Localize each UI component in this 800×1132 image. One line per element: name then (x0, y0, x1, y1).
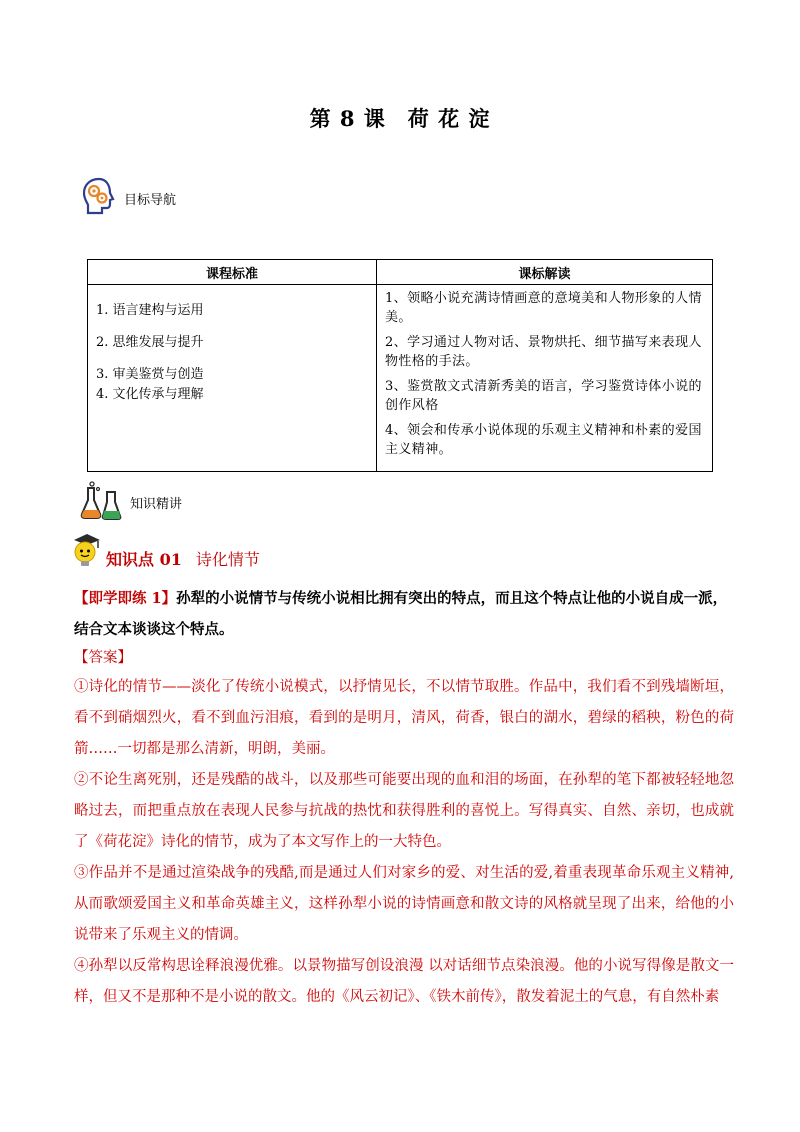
knowledge-point-header (70, 532, 260, 572)
lightbulb-scholar-icon (70, 532, 104, 572)
knowledge-section-label: 知识精讲 (130, 496, 183, 512)
target-navigation-header (80, 176, 176, 220)
knowledge-point-name: 诗化情节 (195, 550, 260, 569)
interpretation-item: 3、鉴赏散文式清新秀美的语言，学习鉴赏诗体小说的创作风格 (385, 379, 702, 413)
curriculum-standards-table (87, 259, 713, 472)
knowledge-point-title (106, 547, 260, 572)
answer-paragraph: ③作品并不是通过渲染战争的残酷,而是通过人们对家乡的爱、对生活的爱,着重表现革命乐观主义精神,从而歌颂爱国主义和革命英雄主义，这样孙犁小说的诗情画意和散文诗的风格就呈现了出来，给他的小说带来了乐观主义的情调。 (74, 865, 734, 943)
question-text: 孙犁的小说情节与传统小说相比拥有突出的特点，而且这个特点让他的小说自成一派，结合文本谈谈这个特点。 (74, 590, 728, 638)
answer-paragraph: ②不论生离死别，还是残酷的战斗，以及那些可能要出现的血和泪的场面，在孙犁的笔下都被轻轻地忽略过去，而把重点放在表现人民参与抗战的热忱和获得胜利的喜悦上。写得真实、自然、亲切，也成就了《荷花淀》诗化的情节，成为了本文写作上的一大特色。 (74, 772, 734, 850)
answer-paragraph: ④孙犁以反常构思诠释浪漫优雅。以景物描写创设浪漫 以对话细节点染浪漫。他的小说写得像是散文一样，但又不是那种不是小说的散文。他的《风云初记》、《铁木前传》，散发着泥土的气息，有自然朴素 (74, 958, 734, 1005)
answer-body (74, 672, 734, 1013)
table-header-interpretation: 课标解读 (377, 260, 713, 285)
interpretation-item: 4、领会和传承小说体现的乐观主义精神和朴素的爱国主义精神。 (385, 423, 702, 457)
standards-cell (88, 285, 377, 472)
page-title: 第 8 课 荷 花 淀 (309, 106, 491, 131)
interpretation-item: 1、领略小说充满诗情画意的意境美和人物形象的人情美。 (385, 291, 702, 325)
standard-item: 2. 思维发展与提升 (96, 335, 204, 350)
lab-flasks-icon (80, 480, 124, 524)
knowledge-section-header (80, 480, 182, 524)
standard-item: 1. 语言建构与运用 (96, 303, 204, 318)
target-navigation-label: 目标导航 (124, 192, 177, 208)
question-tag: 【即学即练 1】 (74, 590, 177, 607)
table-header-standards: 课程标准 (88, 260, 377, 285)
head-gears-icon (80, 176, 118, 220)
answer-paragraph: ①诗化的情节——淡化了传统小说模式，以抒情见长，不以情节取胜。作品中，我们看不到残墙断垣，看不到硝烟烈火，看不到血污泪痕，看到的是明月，清风，荷香，银白的湖水，碧绿的稻秧，粉色的荷箭……一切都是那么清新，明朗，美丽。 (74, 679, 734, 757)
interpretation-item: 2、学习通过人物对话、景物烘托、细节描写来表现人物性格的手法。 (385, 335, 702, 369)
standard-item: 4. 文化传承与理解 (96, 387, 204, 402)
practice-question (74, 583, 734, 645)
answer-label: 【答案】 (74, 650, 132, 666)
interpretation-cell (377, 285, 713, 472)
knowledge-point-number: 知识点 01 (106, 550, 182, 569)
standard-item: 3. 审美鉴赏与创造 (96, 367, 204, 382)
